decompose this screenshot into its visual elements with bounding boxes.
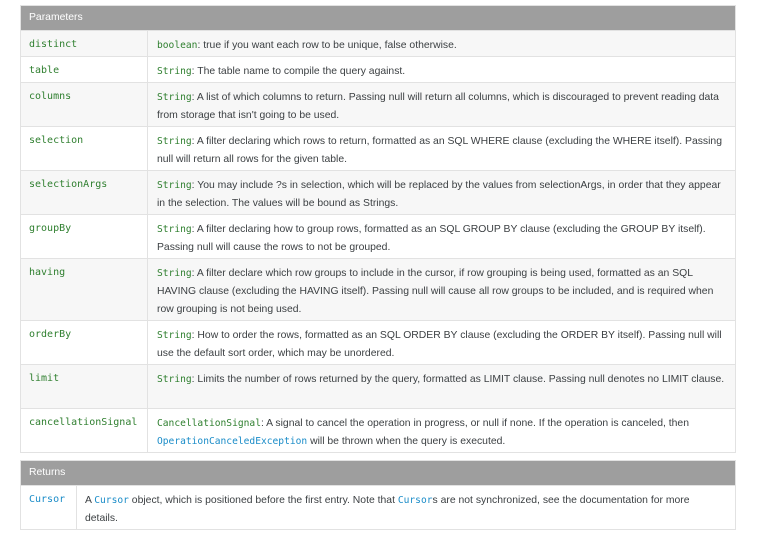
- parameters-table: [20, 5, 736, 453]
- param-description: [148, 215, 735, 258]
- param-text: : A signal to cancel the operation in progress, or null if none. If the operation is canceled, then: [260, 418, 689, 429]
- param-type: CancellationSignal: [157, 418, 261, 429]
- param-row-orderBy: [21, 320, 735, 364]
- exception-link[interactable]: OperationCanceledException: [157, 436, 308, 447]
- param-text: : A filter declare which row groups to include in the cursor, if row grouping is being used, formatted as an SQL HAVING clause (excluding the HAVING itself). Passing null will cause all row groups to be included, and is required when row grouping is not being used.: [157, 268, 714, 315]
- param-description: [148, 259, 735, 320]
- return-suffix: s are not synchronized, see the documentation for more details.: [85, 495, 690, 524]
- param-text-2: will be thrown when the query is executed.: [307, 436, 506, 447]
- param-type: String: [157, 136, 192, 147]
- param-row-distinct: [21, 30, 735, 56]
- param-type: String: [157, 180, 192, 191]
- param-description: [148, 31, 735, 56]
- param-name: having: [21, 259, 148, 320]
- param-text: : Limits the number of rows returned by the query, formatted as LIMIT clause. Passing null denotes no LIMIT clause.: [191, 374, 725, 385]
- param-text: : You may include ?s in selection, which will be replaced by the values from selectionArgs, in order that they appear in the selection. The values will be bound as Strings.: [157, 180, 721, 209]
- param-name: selectionArgs: [21, 171, 148, 214]
- param-type: String: [157, 66, 192, 77]
- returns-table: [20, 460, 736, 530]
- return-description: [77, 486, 735, 529]
- param-row-table: [21, 56, 735, 82]
- param-name: orderBy: [21, 321, 148, 364]
- param-description: [148, 57, 735, 82]
- param-type: String: [157, 330, 192, 341]
- param-description: [148, 409, 735, 452]
- param-text: : true if you want each row to be unique, false otherwise.: [197, 40, 457, 51]
- param-text: : A filter declaring how to group rows, formatted as an SQL GROUP BY clause (excluding the GROUP BY itself). Passing null will cause the rows to not be grouped.: [157, 224, 706, 253]
- param-type: String: [157, 374, 192, 385]
- param-row-cancellationSignal: [21, 408, 735, 452]
- param-row-limit: [21, 364, 735, 408]
- param-name: distinct: [21, 31, 148, 56]
- returns-header: Returns: [21, 461, 735, 485]
- param-text: : How to order the rows, formatted as an SQL ORDER BY clause (excluding the ORDER BY itself). Passing null will use the default sort order, which may be unordered.: [157, 330, 722, 359]
- return-mid: object, which is positioned before the first entry. Note that: [128, 495, 398, 506]
- return-type-link[interactable]: Cursor: [21, 486, 77, 529]
- param-description: [148, 127, 735, 170]
- param-type: String: [157, 268, 192, 279]
- param-row-columns: [21, 82, 735, 126]
- param-name: columns: [21, 83, 148, 126]
- param-type: boolean: [157, 40, 198, 51]
- param-text: : The table name to compile the query against.: [191, 66, 406, 77]
- parameters-header: Parameters: [21, 6, 735, 30]
- param-description: [148, 321, 735, 364]
- param-type: String: [157, 92, 192, 103]
- param-type: String: [157, 224, 192, 235]
- param-name: groupBy: [21, 215, 148, 258]
- param-text: : A list of which columns to return. Passing null will return all columns, which is discouraged to prevent reading data from storage that isn't going to be used.: [157, 92, 719, 121]
- param-description: [148, 83, 735, 126]
- param-text: : A filter declaring which rows to return, formatted as an SQL WHERE clause (excluding the WHERE itself). Passing null will return all rows for the given table.: [157, 136, 722, 165]
- param-name: table: [21, 57, 148, 82]
- cursor-link[interactable]: Cursor: [94, 495, 129, 506]
- returns-row: [21, 485, 735, 529]
- param-name: cancellationSignal: [21, 409, 148, 452]
- param-row-groupBy: [21, 214, 735, 258]
- param-row-having: [21, 258, 735, 320]
- param-name: selection: [21, 127, 148, 170]
- param-row-selection: [21, 126, 735, 170]
- param-name: limit: [21, 365, 148, 408]
- param-description: [148, 365, 735, 408]
- param-row-selectionArgs: [21, 170, 735, 214]
- cursor-link-2[interactable]: Cursor: [397, 495, 433, 506]
- return-prefix: A: [85, 495, 95, 506]
- param-description: [148, 171, 735, 214]
